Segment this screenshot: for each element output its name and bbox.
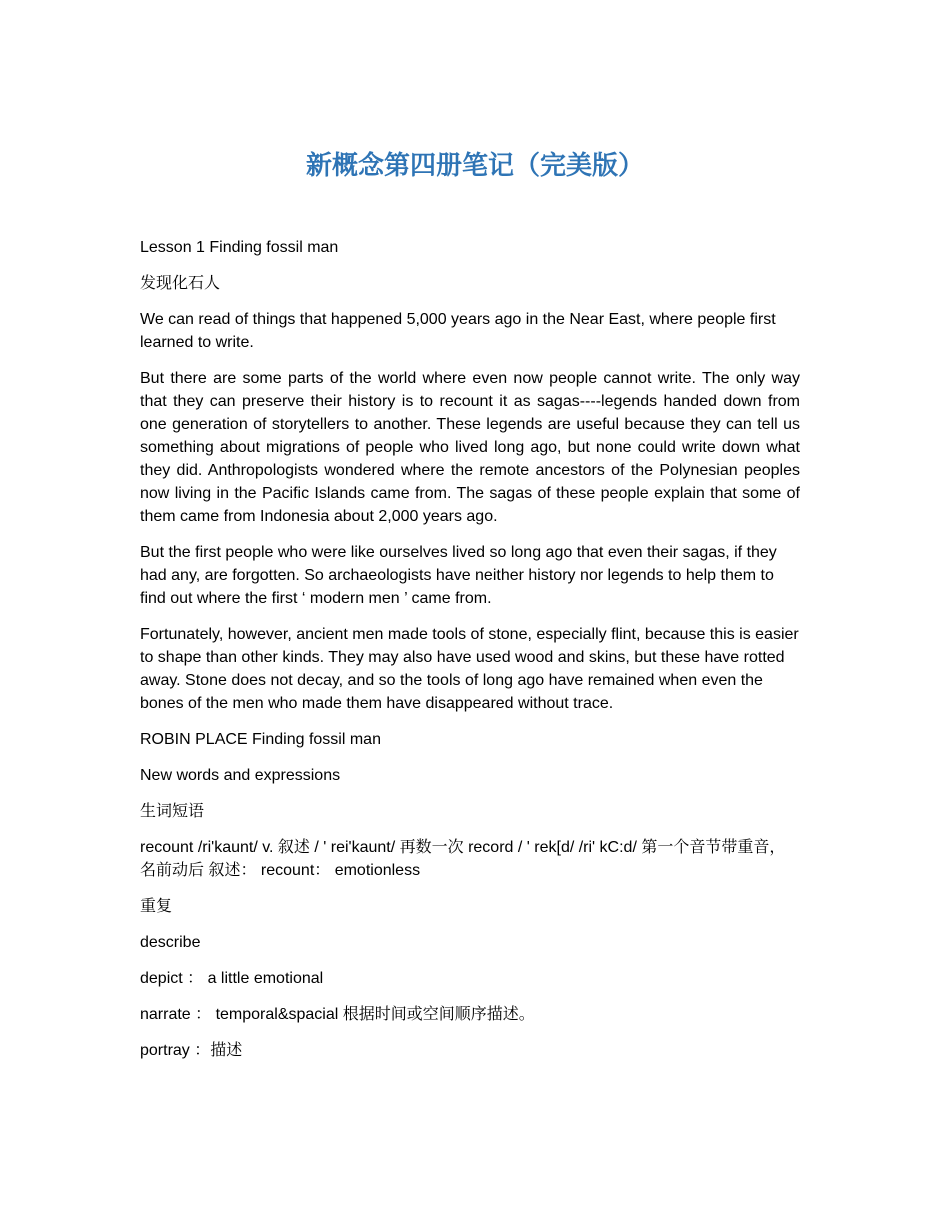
lesson-heading-chinese: 发现化石人	[140, 275, 221, 292]
vocab-note-portray: portray ：描述	[140, 1042, 243, 1059]
document-body	[140, 236, 800, 1075]
section-heading-new-words: New words and expressions	[140, 767, 341, 784]
vocab-note-describe: describe	[140, 934, 201, 951]
document-title: 新概念第四册笔记（完美版）	[305, 151, 644, 181]
vocab-note-narrate: narrate ： temporal&spacial 根据时间或空间顺序描述。	[140, 1006, 535, 1023]
vocab-note-recount: recount /ri'kaunt/ v. 叙述 / ' rei'kaunt/ 再数一次 record / ' rek[d/ /ri' kC:d/ 第一个音节带重音，名前动后 叙述： recount： emotionless	[140, 839, 786, 879]
author-line: ROBIN PLACE Finding fossil man	[140, 731, 381, 748]
text-paragraph-4: Fortunately, however, ancient men made tools of stone, especially flint, because this is easier to shape than other kinds. They may also have used wood and skins, but these have rotted away. Stone does not decay, and so the tools of long ago have remained when even the bones of the men who made them have disappeared without trace.	[140, 626, 799, 712]
section-heading-new-words-chinese: 生词短语	[140, 803, 205, 820]
text-paragraph-2: But there are some parts of the world where even now people cannot write. The only way that they can preserve their history is to recount it as sagas----legends handed down from one generation of storytellers to another. These legends are useful because they can tell us something about migrations of people who lived long ago, but none could write down what they did. Anthropologists wondered where the remote ancestors of the Polynesian peoples now living in the Pacific Islands came from. The sagas of these people explain that some of them came from Indonesia about 2,000 years ago.	[140, 370, 800, 525]
lesson-heading: Lesson 1 Finding fossil man	[140, 239, 339, 256]
vocab-note-repeat: 重复	[140, 898, 173, 915]
text-paragraph-3: But the first people who were like ourselves lived so long ago that even their sagas, if they had any, are forgotten. So archaeologists have neither history nor legends to help them to find out where the first ‘ modern men ’ came from.	[140, 544, 777, 607]
vocab-note-depict: depict ： a little emotional	[140, 970, 324, 987]
text-paragraph-1: We can read of things that happened 5,000 years ago in the Near East, where people first learned to write.	[140, 311, 776, 351]
